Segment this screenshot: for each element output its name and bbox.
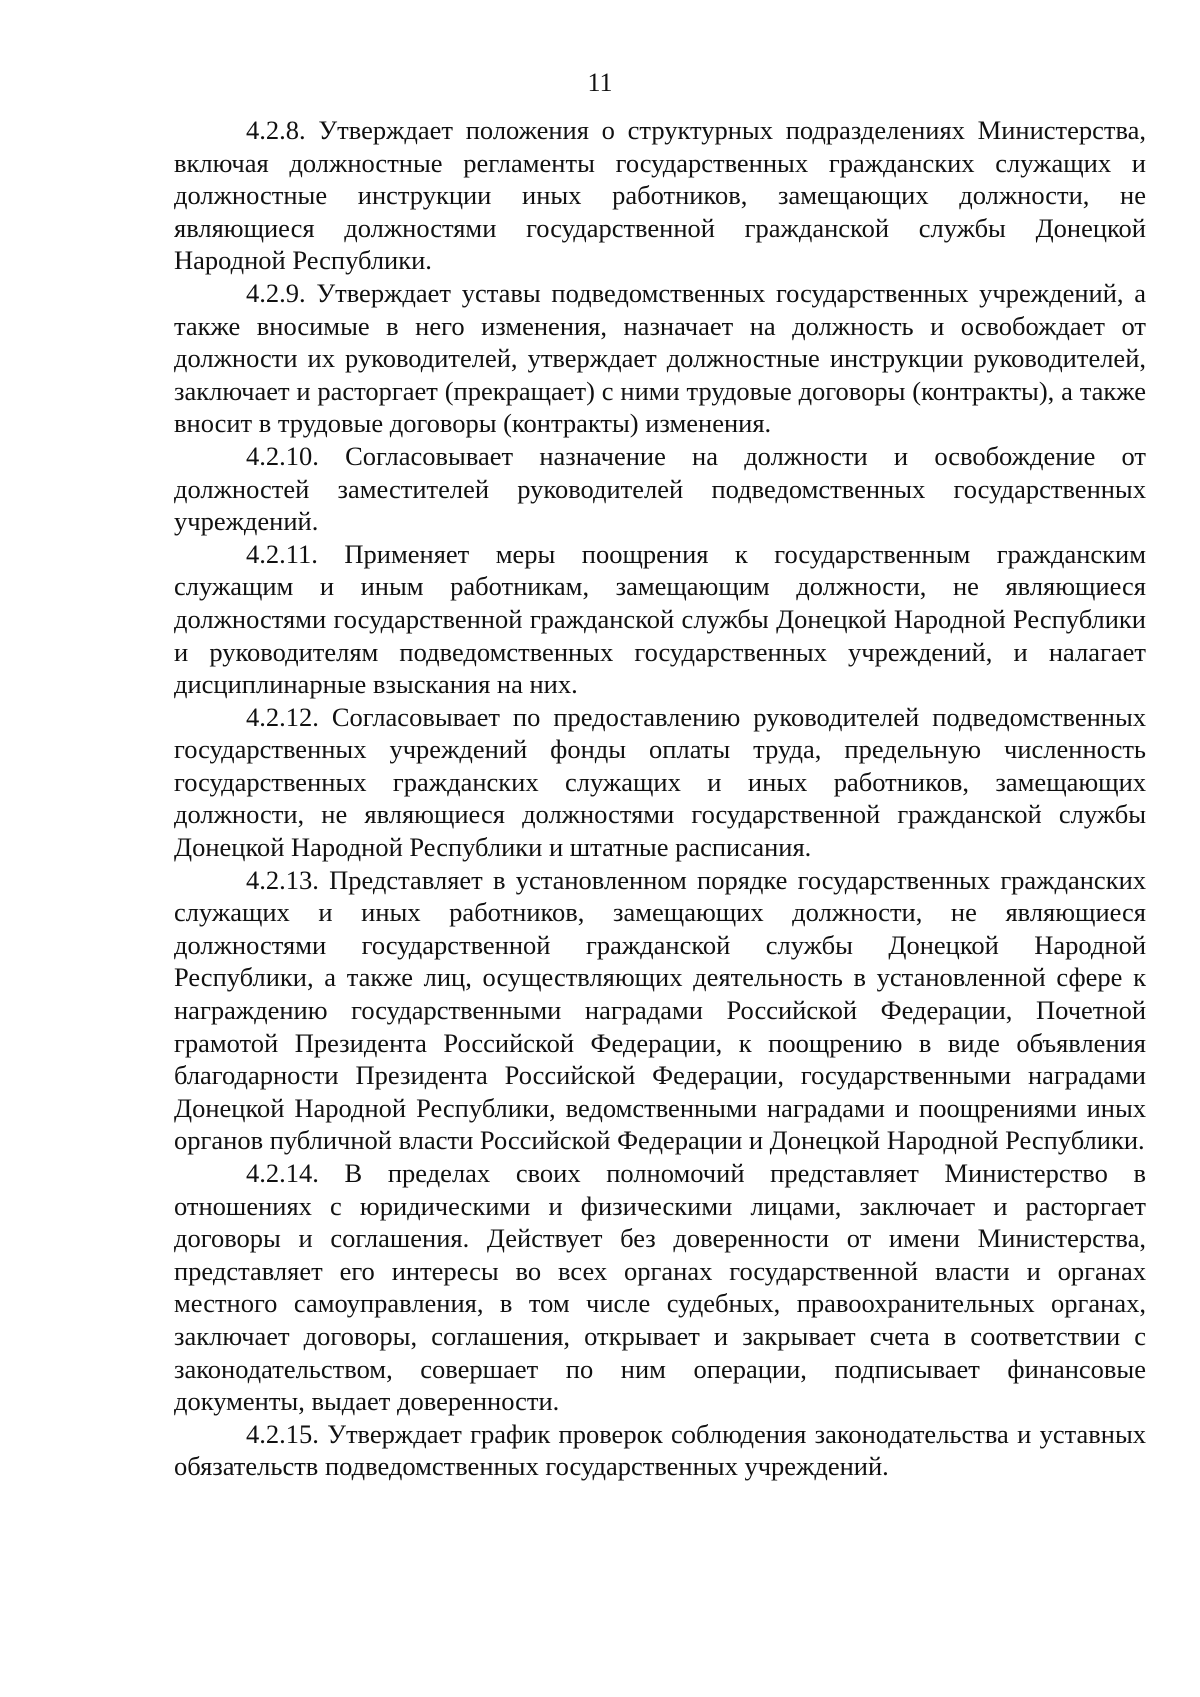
paragraph-text: В пределах своих полномочий представляет Министерство в отношениях с юридическими и физическими лицами, заключает и расторгает договоры и соглашения. Действует без доверенности от имени Министерства, представляет его интересы во всех органах государственной власти и органах местного самоуправления, в том числе судебных, правоохранительных органах, заключает договоры, соглашения, открывает и закрывает счета в соответствии с законодательством, совершает по ним операции, подписывает финансовые документы, выдает доверенности. [174, 1158, 1147, 1417]
paragraph-4-2-15 [174, 1418, 1146, 1483]
paragraph-text: Утверждает график проверок соблюдения законодательства и уставных обязательств подведомственных государственных учреждений. [174, 1418, 1147, 1482]
document-body [174, 114, 1146, 1483]
paragraph-4-2-14 [174, 1157, 1146, 1418]
paragraph-number: 4.2.12. [246, 701, 319, 732]
paragraph-4-2-13 [174, 864, 1146, 1157]
paragraph-number: 4.2.11. [246, 538, 318, 569]
paragraph-number: 4.2.9. [246, 277, 306, 308]
page-number: 11 [587, 68, 613, 97]
paragraph-number: 4.2.10. [246, 440, 319, 471]
paragraph-number: 4.2.14. [246, 1158, 319, 1188]
paragraph-text: Согласовывает назначение на должности и освобождение от должностей заместителей руководителей подведомственных государственных учреждений. [174, 440, 1147, 537]
paragraph-number: 4.2.8. [246, 115, 306, 145]
paragraph-4-2-9 [174, 277, 1146, 440]
paragraph-text: Представляет в установленном порядке государственных гражданских служащих и иных работников, замещающих должности, не являющиеся должностями государственной гражданской службы Донецкой Народной Республики, а также лиц, осуществляющих деятельность в установленной сфере к награждению государственными наградами Российской Федерации, Почетной грамотой Президента Российской Федерации, к поощрению в виде объявления благодарности Президента Российской Федерации, государственными наградами Донецкой Народной Республики, ведомственными наградами и поощрениями иных органов публичной власти Российской Федерации и Донецкой Народной Республики. [174, 864, 1146, 1156]
paragraph-text: Применяет меры поощрения к государственным гражданским служащим и иным работникам, замещающим должности, не являющиеся должностями государственной гражданской службы Донецкой Народной Республики и руководителям подведомственных государственных учреждений, и налагает дисциплинарные взыскания на них. [174, 538, 1147, 700]
paragraph-4-2-12 [174, 701, 1146, 864]
paragraph-4-2-11 [174, 538, 1146, 701]
paragraph-text: Утверждает положения о структурных подразделениях Министерства, включая должностные регламенты государственных гражданских служащих и должностные инструкции иных работников, замещающих должности, не являющиеся должностями государственной гражданской службы Донецкой Народной Республики. [174, 115, 1146, 276]
paragraph-number: 4.2.15. [246, 1418, 319, 1449]
paragraph-4-2-8 [174, 114, 1146, 277]
paragraph-text: Согласовывает по предоставлению руководителей подведомственных государственных учреждений фонды оплаты труда, предельную численность государственных гражданских служащих и иных работников, замещающих должности, не являющиеся должностями государственной гражданской службы Донецкой Народной Республики и штатные расписания. [174, 701, 1146, 863]
paragraph-text: Утверждает уставы подведомственных государственных учреждений, а также вносимые в него изменения, назначает на должность и освобождает от должности их руководителей, утверждает должностные инструкции руководителей, заключает и расторгает (прекращает) с ними трудовые договоры (контракты), а также вносит в трудовые договоры (контракты) изменения. [174, 277, 1146, 439]
paragraph-number: 4.2.13. [246, 864, 319, 895]
paragraph-4-2-10 [174, 440, 1146, 538]
